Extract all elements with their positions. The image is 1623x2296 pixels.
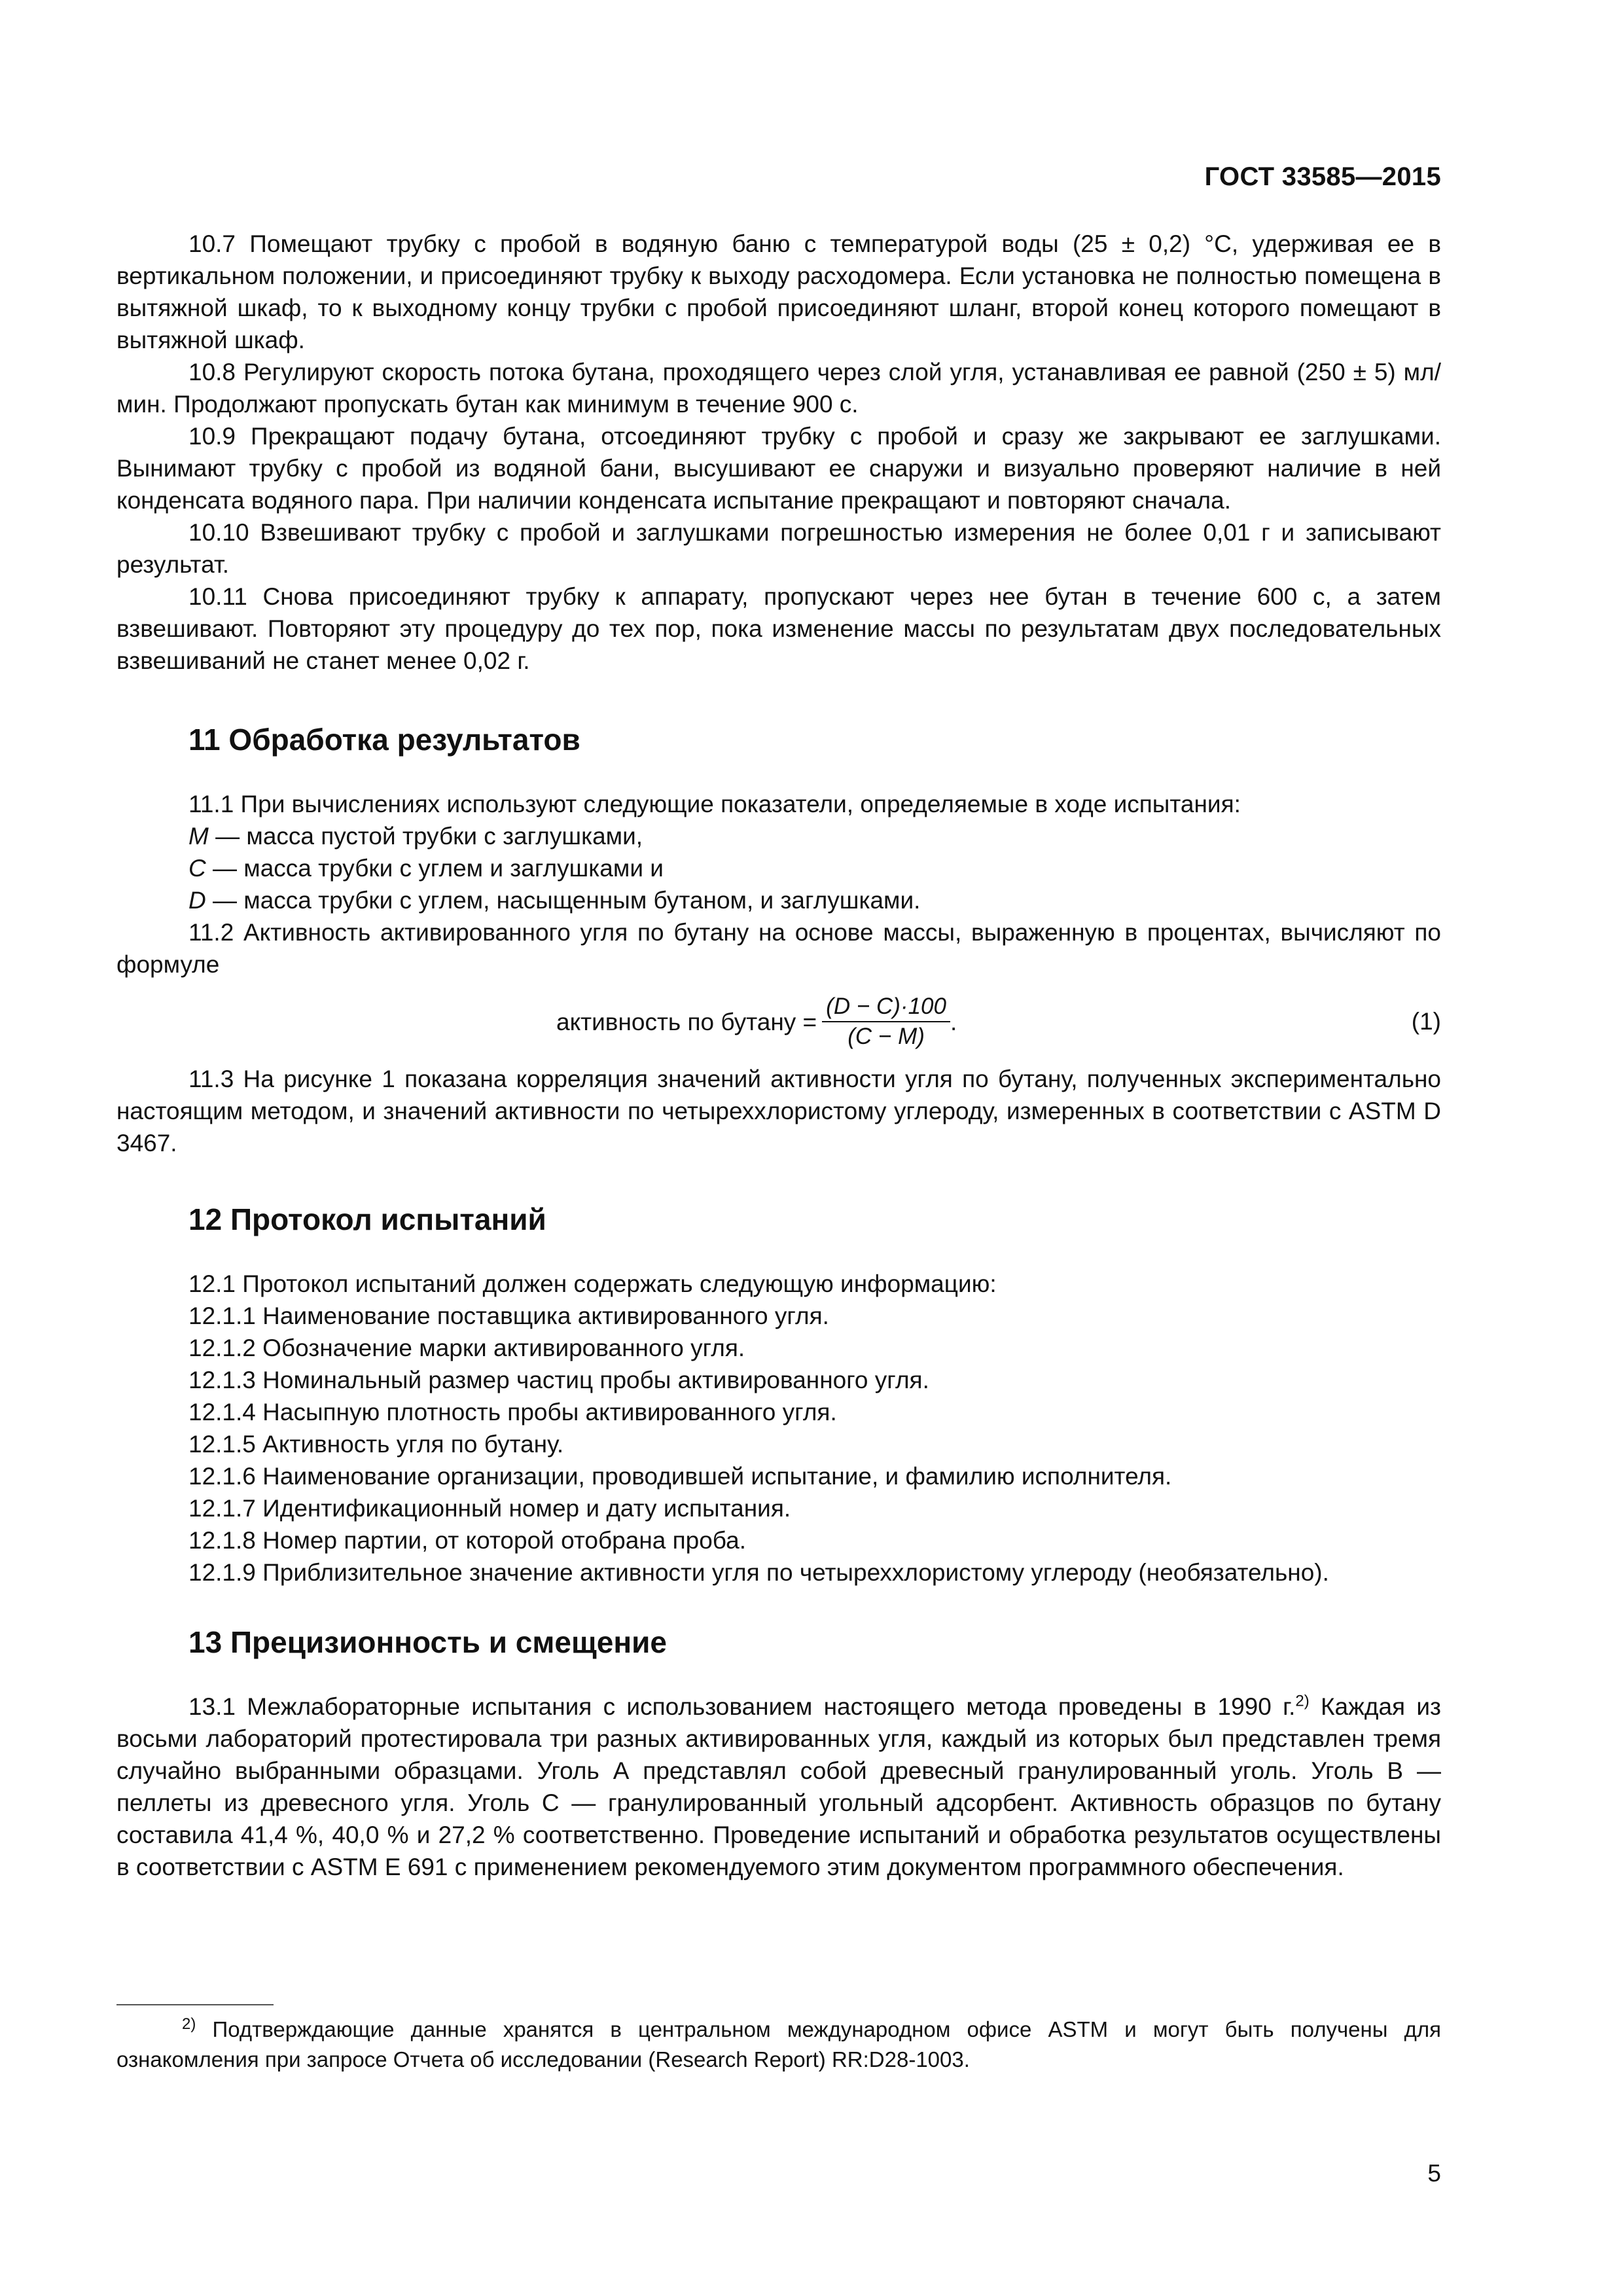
standard-code: ГОСТ 33585—2015: [1204, 162, 1441, 191]
list-item-12-1-3: 12.1.3 Номинальный размер частиц пробы активированного угля.: [188, 1367, 929, 1393]
formula-period: .: [950, 1008, 957, 1035]
list-item-12-1-1: 12.1.1 Наименование поставщика активированного угля.: [188, 1302, 829, 1329]
list-item-12-1-6: 12.1.6 Наименование организации, проводившей испытание, и фамилию исполнителя.: [188, 1463, 1172, 1490]
list-item-12-1-9: 12.1.9 Приблизительное значение активности угля по четыреххлористому углероду (необязательно).: [188, 1559, 1329, 1586]
definition-d: [116, 884, 1441, 916]
variable-d: D: [188, 887, 206, 914]
paragraph-10-11: 10.11 Снова присоединяют трубку к аппарату, пропускают через нее бутан в течение 600 с, а затем взвешивают. Повторяют эту процедуру до тех пор, пока изменение массы по результатам двух последовательных взвешиваний не станет менее 0,02 г.: [116, 583, 1441, 674]
paragraph-10-10: 10.10 Взвешивают трубку с пробой и заглушками погрешностью измерения не более 0,01 г и записывают результат.: [116, 519, 1441, 578]
paragraph-10-9: 10.9 Прекращают подачу бутана, отсоединяют трубку с пробой и сразу же закрывают ее заглушками. Вынимают трубку с пробой из водяной бани, высушивают ее снаружи и визуально проверяют наличие в ней конденсата водяного пара. При наличии конденсата испытание прекращают и повторяют сначала.: [116, 423, 1441, 514]
variable-m: M: [188, 823, 209, 850]
list-item-12-1-4: 12.1.4 Насыпную плотность пробы активированного угля.: [188, 1399, 837, 1426]
footnote-divider: [116, 2004, 274, 2005]
paragraph-11-2: 11.2 Активность активированного угля по бутану на основе массы, выраженную в процентах, вычисляют по формуле: [116, 919, 1441, 978]
paragraph-13-1-start: 13.1 Межлабораторные испытания с использованием настоящего метода проведены в 1990 г.: [188, 1693, 1296, 1720]
list-item-12-1-2: 12.1.2 Обозначение марки активированного угля.: [188, 1335, 745, 1361]
page-number: 5: [1427, 2160, 1441, 2187]
definition-m-text: — масса пустой трубки с заглушками,: [208, 823, 643, 850]
paragraph-13-1: [116, 1691, 1441, 1883]
section-13-title: 13 Прецизионность и смещение: [188, 1625, 668, 1659]
formula-denominator: (C − M): [847, 1024, 925, 1049]
paragraph-11-1: 11.1 При вычислениях используют следующие показатели, определяемые в ходе испытания:: [188, 791, 1241, 817]
paragraph-10-7: 10.7 Помещают трубку с пробой в водяную баню с температурой воды (25 ± 0,2) °С, удерживая ее в вертикальном положении, и присоединяют трубку к выходу расходомера. Если установка не полностью помещена в вытяжной шкаф, то к выходному концу трубки с пробой присоединяют шланг, второй конец которого помещают в вытяжной шкаф.: [116, 230, 1441, 353]
footnote-reference[interactable]: 2): [1295, 1692, 1310, 1710]
section-11-title: 11 Обработка результатов: [188, 723, 580, 757]
section-12-title: 12 Протокол испытаний: [188, 1202, 546, 1236]
footnote-marker: 2): [182, 2015, 196, 2033]
definition-m: [116, 820, 1441, 852]
list-item-12-1-7: 12.1.7 Идентификационный номер и дату испытания.: [188, 1495, 791, 1522]
formula-numerator: (D − C)·100: [822, 992, 950, 1022]
list-item-12-1-5: 12.1.5 Активность угля по бутану.: [188, 1431, 564, 1458]
list-item-12-1: 12.1 Протокол испытаний должен содержать следующую информацию:: [188, 1270, 997, 1297]
formula-fraction: [822, 992, 950, 1051]
list-item-12-1-8: 12.1.8 Номер партии, от которой отобрана проба.: [188, 1527, 747, 1554]
formula-expression: [556, 987, 957, 1056]
paragraph-10-8: 10.8 Регулируют скорость потока бутана, проходящего через слой угля, устанавливая ее равной (250 ± 5) мл/мин. Продолжают пропускать бутан как минимум в течение 900 с.: [116, 359, 1441, 418]
formula-number: (1): [1411, 1008, 1441, 1035]
variable-c: C: [188, 855, 206, 882]
definition-d-text: — масса трубки с углем, насыщенным бутаном, и заглушками.: [205, 887, 921, 914]
definition-c-text: — масса трубки с углем и заглушками и: [205, 855, 664, 882]
paragraph-11-3: 11.3 На рисунке 1 показана корреляция значений активности угля по бутану, полученных экспериментально настоящим методом, и значений активности по четыреххлористому углероду, измеренных в соответствии с ASTM D 3467.: [116, 1066, 1441, 1157]
page-content: [116, 228, 1441, 1883]
formula-lhs: активность по бутану =: [556, 1008, 817, 1035]
footnote-text: Подтверждающие данные хранятся в центральном международном офисе ASTM и могут быть получены для ознакомления при запросе Отчета об исследовании (Research Report) RR:D28-1003.: [116, 2017, 1441, 2072]
footnote: [116, 2015, 1441, 2075]
paragraph-13-1-rest: Каждая из восьми лабораторий протестировала три разных активированных угля, каждый из которых был представлен тремя случайно выбранными образцами. Уголь А представлял собой древесный гранулированный уголь. Уголь В — пеллеты из древесного угля. Уголь С — гранулированный угольный адсорбент. Активность образцов по бутану составила 41,4 %, 40,0 % и 27,2 % соответственно. Проведение испытаний и обработка результатов осуществлены в соответствии с ASTM E 691 с применением рекомендуемого этим документом программного обеспечения.: [116, 1693, 1441, 1880]
formula-1: [116, 987, 1441, 1056]
definition-c: [116, 852, 1441, 884]
